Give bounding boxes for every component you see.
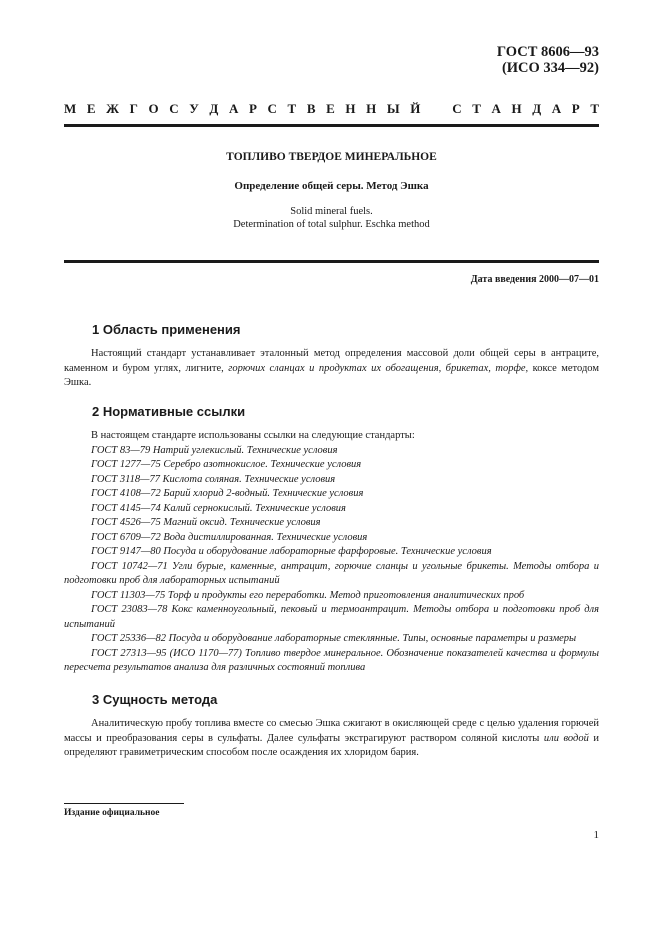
reference-item: ГОСТ 23083—78 Кокс каменноугольный, пековый и термоантрацит. Методы отбора и подготовки проб для испытаний xyxy=(64,604,599,630)
section-3-text xyxy=(64,717,599,761)
standard-number-gost: ГОСТ 8606—93 xyxy=(496,44,599,60)
banner-letter: В xyxy=(306,101,316,116)
banner-letter: Е xyxy=(326,101,335,116)
reference-item: ГОСТ 11303—75 Торф и продукты его переработки. Метод приготовления аналитических проб xyxy=(91,589,525,601)
reference-item: ГОСТ 6709—72 Вода дистиллированная. Технические условия xyxy=(91,531,368,543)
interstate-standard-banner xyxy=(64,101,599,117)
top-rule xyxy=(64,124,599,127)
banner-letter: С xyxy=(267,101,277,116)
banner-letter: Т xyxy=(287,101,297,116)
banner-letter: Г xyxy=(129,101,138,116)
banner-letter: Ж xyxy=(106,101,120,116)
banner-letter: Д xyxy=(532,101,542,116)
banner-letter: С xyxy=(169,101,179,116)
banner-letter: С xyxy=(452,101,462,116)
reference-item: ГОСТ 25336—82 Посуда и оборудование лабораторные стеклянные. Типы, основные параметры и размеры xyxy=(91,633,577,644)
document-title: ТОПЛИВО ТВЕРДОЕ МИНЕРАЛЬНОЕ xyxy=(226,151,437,163)
section-1-text-italic: горючих сланцах и продуктах их обогащения, брикетах, торфе, xyxy=(228,362,529,374)
section-1-heading: 1 Область применения xyxy=(92,322,241,337)
references-lead: В настоящем стандарте использованы ссылки на следующие стандарты: xyxy=(91,430,415,441)
reference-item: ГОСТ 83—79 Натрий углекислый. Технические условия xyxy=(91,444,338,456)
banner-letter: У xyxy=(189,101,199,116)
reference-item: ГОСТ 4108—72 Барий хлорид 2-водный. Технические условия xyxy=(91,488,364,499)
section-1-text xyxy=(64,347,599,391)
banner-letter: Т xyxy=(472,101,481,116)
english-title xyxy=(64,205,599,231)
english-title-line1: Solid mineral fuels. xyxy=(290,206,373,217)
introduction-date: Дата введения 2000—07—01 xyxy=(470,274,599,285)
reference-item: ГОСТ 1277—75 Серебро азотнокислое. Технические условия xyxy=(91,459,362,470)
banner-letter: Р xyxy=(571,101,580,116)
section-1-text-tail: коксе методом Эшка. xyxy=(64,362,599,388)
banner-letter: Н xyxy=(345,101,356,116)
reference-item: ГОСТ 27313—95 (ИСО 1170—77) Топливо твердое минеральное. Обозначение показателей качества и формулы пересчета результатов анализа для различных состояний топлива xyxy=(64,647,599,673)
footer-rule xyxy=(64,803,184,804)
section-3-text-italic: или водой xyxy=(543,732,589,744)
banner-letter: Н xyxy=(511,101,522,116)
standard-number xyxy=(497,44,599,76)
page-number: 1 xyxy=(593,829,599,841)
reference-item: ГОСТ 9147—80 Посуда и оборудование лабораторные фарфоровые. Технические условия xyxy=(91,546,492,557)
banner-letter: А xyxy=(551,101,562,116)
english-title-line2: Determination of total sulphur. Eschka method xyxy=(233,219,430,230)
references-list xyxy=(64,429,599,676)
banner-letter: А xyxy=(491,101,501,116)
banner-letter: Т xyxy=(590,101,599,116)
reference-item: ГОСТ 3118—77 Кислота соляная. Технические условия xyxy=(91,473,336,485)
section-3-text-b: и определяют гравиметрическим способом после осаждения их хлоридом бария. xyxy=(64,732,600,758)
title-bottom-rule xyxy=(64,260,599,263)
banner-letter: Р xyxy=(248,101,257,116)
banner-letter: Й xyxy=(410,101,421,116)
banner-letter: Е xyxy=(86,101,96,116)
banner-letter: О xyxy=(148,101,159,116)
section-1-text-normal: Настоящий стандарт устанавливает эталонный метод определения массовой доли общей серы в антраците, каменном и буром углях, лигните, xyxy=(64,348,599,374)
section-3-text-a: Аналитическую пробу топлива вместе со смесью Эшка сжигают в окисляющей среде с целью удаления горючей массы и преобразования серы в сульфаты. Далее сульфаты экстрагируют раствором соляной кислоты xyxy=(64,718,599,744)
reference-item: ГОСТ 4145—74 Калий сернокислый. Технические условия xyxy=(91,502,346,514)
standard-number-iso: (ИСО 334—92) xyxy=(501,60,599,76)
banner-letter: А xyxy=(228,101,239,116)
official-edition-note: Издание официальное xyxy=(64,808,160,818)
banner-letter: Н xyxy=(366,101,377,116)
section-2-heading: 2 Нормативные ссылки xyxy=(92,404,246,419)
section-3-heading: 3 Сущность метода xyxy=(92,692,218,707)
banner-letter: М xyxy=(64,101,77,116)
reference-item: ГОСТ 4526—75 Магний оксид. Технические условия xyxy=(91,517,321,528)
reference-item: ГОСТ 10742—71 Угли бурые, каменные, антрацит, горючие сланцы и угольные брикеты. Методы отбора и подготовки проб для лабораторных испытаний xyxy=(64,560,599,586)
document-subtitle: Определение общей серы. Метод Эшка xyxy=(234,180,429,192)
banner-letter: Ы xyxy=(386,101,400,116)
banner-letter: Д xyxy=(209,101,219,116)
